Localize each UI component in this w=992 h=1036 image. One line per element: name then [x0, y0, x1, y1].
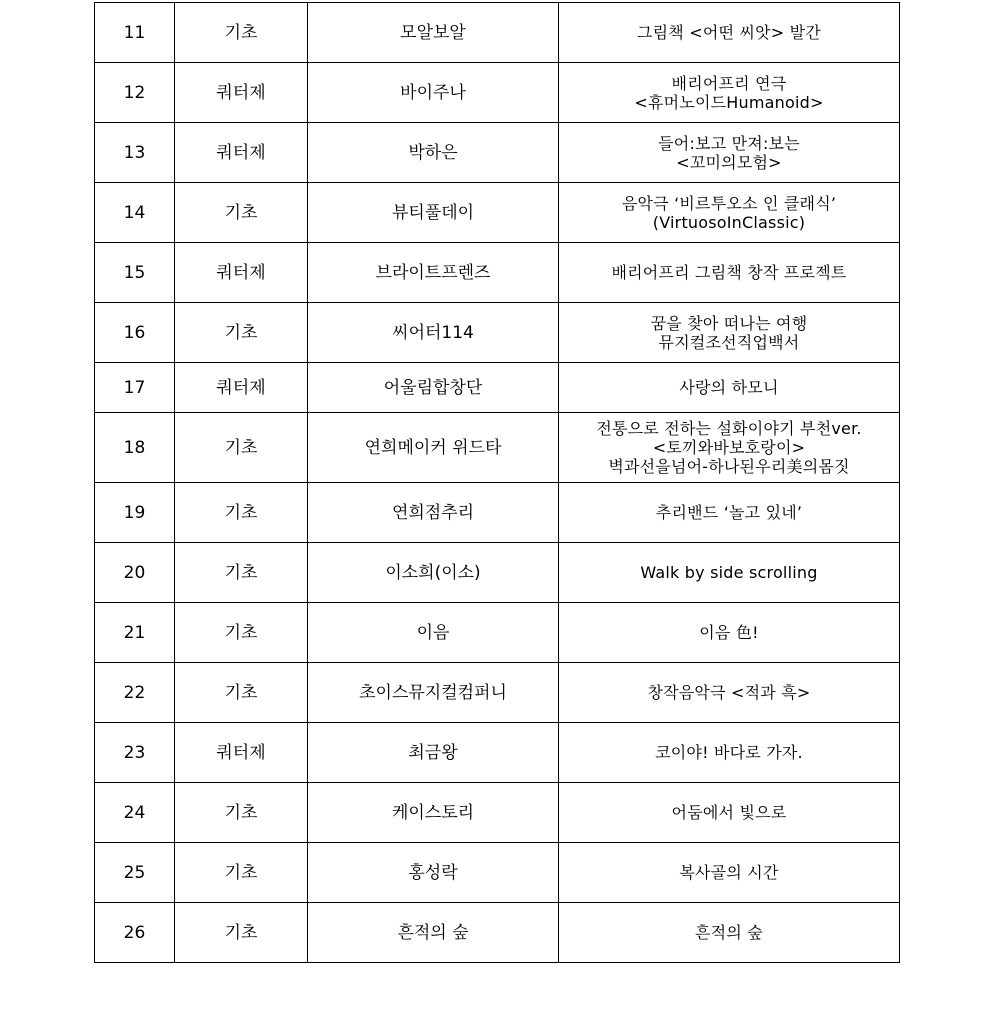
team-name: 박하은	[308, 123, 559, 183]
project-title-line: 배리어프리 그림책 창작 프로젝트	[611, 263, 847, 282]
row-number: 11	[95, 3, 175, 63]
row-number: 20	[95, 543, 175, 603]
project-title	[559, 603, 900, 663]
project-title	[559, 783, 900, 843]
team-name: 이음	[308, 603, 559, 663]
project-title-line: <휴머노이드Humanoid>	[634, 92, 824, 112]
team-name: 뷰티풀데이	[308, 183, 559, 243]
row-number: 13	[95, 123, 175, 183]
team-name: 연희메이커 위드타	[308, 413, 559, 483]
team-name: 바이주나	[308, 63, 559, 123]
support-type: 기초	[175, 413, 308, 483]
team-name: 초이스뮤지컬컴퍼니	[308, 663, 559, 723]
project-title-line: 흔적의 숲	[695, 923, 763, 942]
support-type: 기초	[175, 663, 308, 723]
program-list-table	[94, 2, 900, 963]
project-title-line: 꿈을 찾아 떠나는 여행	[650, 313, 808, 333]
project-title	[559, 843, 900, 903]
team-name: 브라이트프렌즈	[308, 243, 559, 303]
project-title-line: 사랑의 하모니	[679, 378, 779, 397]
table-row	[95, 783, 900, 843]
support-type: 기초	[175, 783, 308, 843]
project-title	[559, 543, 900, 603]
support-type: 쿼터제	[175, 123, 308, 183]
table-row	[95, 183, 900, 243]
support-type: 쿼터제	[175, 363, 308, 413]
row-number: 19	[95, 483, 175, 543]
team-name: 케이스토리	[308, 783, 559, 843]
project-title-line: (VirtuosoInClassic)	[652, 212, 806, 232]
row-number: 14	[95, 183, 175, 243]
team-name: 연희점추리	[308, 483, 559, 543]
project-title-line: <꼬미의모험>	[676, 152, 782, 172]
team-name: 씨어터114	[308, 303, 559, 363]
table-row	[95, 123, 900, 183]
table-row	[95, 543, 900, 603]
project-title	[559, 183, 900, 243]
table-row	[95, 843, 900, 903]
table-row	[95, 663, 900, 723]
project-title-line: 창작음악극 <적과 흑>	[647, 683, 811, 702]
support-type: 기초	[175, 303, 308, 363]
support-type: 기초	[175, 603, 308, 663]
support-type: 기초	[175, 843, 308, 903]
row-number: 21	[95, 603, 175, 663]
row-number: 24	[95, 783, 175, 843]
project-title-line: 뮤지컬조선직업백서	[658, 332, 800, 352]
project-title	[559, 363, 900, 413]
project-title	[559, 303, 900, 363]
project-title-line: 이음 色!	[699, 623, 759, 642]
table-row	[95, 63, 900, 123]
project-title-line: 들어:보고 만져:보는	[658, 133, 800, 153]
support-type: 기초	[175, 483, 308, 543]
row-number: 22	[95, 663, 175, 723]
project-title-line: 음악극 ‘비르투오소 인 클래식’	[621, 193, 837, 213]
support-type: 쿼터제	[175, 63, 308, 123]
support-type: 기초	[175, 903, 308, 963]
project-title-line: 어둠에서 빛으로	[671, 803, 787, 822]
project-title	[559, 663, 900, 723]
table-row	[95, 303, 900, 363]
row-number: 23	[95, 723, 175, 783]
project-title	[559, 123, 900, 183]
support-type: 기초	[175, 543, 308, 603]
project-title-line: Walk by side scrolling	[640, 563, 818, 582]
team-name: 이소희(이소)	[308, 543, 559, 603]
support-type: 쿼터제	[175, 723, 308, 783]
row-number: 15	[95, 243, 175, 303]
project-title-line: 복사골의 시간	[679, 863, 779, 882]
support-type: 기초	[175, 3, 308, 63]
support-type: 기초	[175, 183, 308, 243]
table-row	[95, 903, 900, 963]
project-title-line: 그림책 <어떤 씨앗> 발간	[637, 23, 821, 42]
table-row	[95, 3, 900, 63]
table-row	[95, 363, 900, 413]
project-title-line: 배리어프리 연극	[671, 73, 787, 93]
project-title	[559, 243, 900, 303]
project-title	[559, 3, 900, 63]
row-number: 25	[95, 843, 175, 903]
project-title-line: 전통으로 전하는 설화이야기 부천ver.	[596, 419, 862, 438]
team-name: 흔적의 숲	[308, 903, 559, 963]
project-title	[559, 413, 900, 483]
table-row	[95, 603, 900, 663]
row-number: 18	[95, 413, 175, 483]
team-name: 어울림합창단	[308, 363, 559, 413]
project-title	[559, 723, 900, 783]
row-number: 12	[95, 63, 175, 123]
project-title-line: <토끼와바보호랑이>	[652, 438, 806, 457]
project-title	[559, 903, 900, 963]
table-row	[95, 723, 900, 783]
team-name: 홍성락	[308, 843, 559, 903]
project-title-line: 추리밴드 ‘놀고 있네’	[655, 503, 803, 522]
project-title	[559, 483, 900, 543]
team-name: 모알보알	[308, 3, 559, 63]
support-type: 쿼터제	[175, 243, 308, 303]
table-row	[95, 243, 900, 303]
project-title-line: 코이야! 바다로 가자.	[655, 743, 803, 762]
row-number: 16	[95, 303, 175, 363]
table-row	[95, 483, 900, 543]
project-title	[559, 63, 900, 123]
row-number: 26	[95, 903, 175, 963]
table-row	[95, 413, 900, 483]
project-title-line: 벽과선을넘어-하나된우리美의몸짓	[608, 457, 850, 476]
row-number: 17	[95, 363, 175, 413]
team-name: 최금왕	[308, 723, 559, 783]
